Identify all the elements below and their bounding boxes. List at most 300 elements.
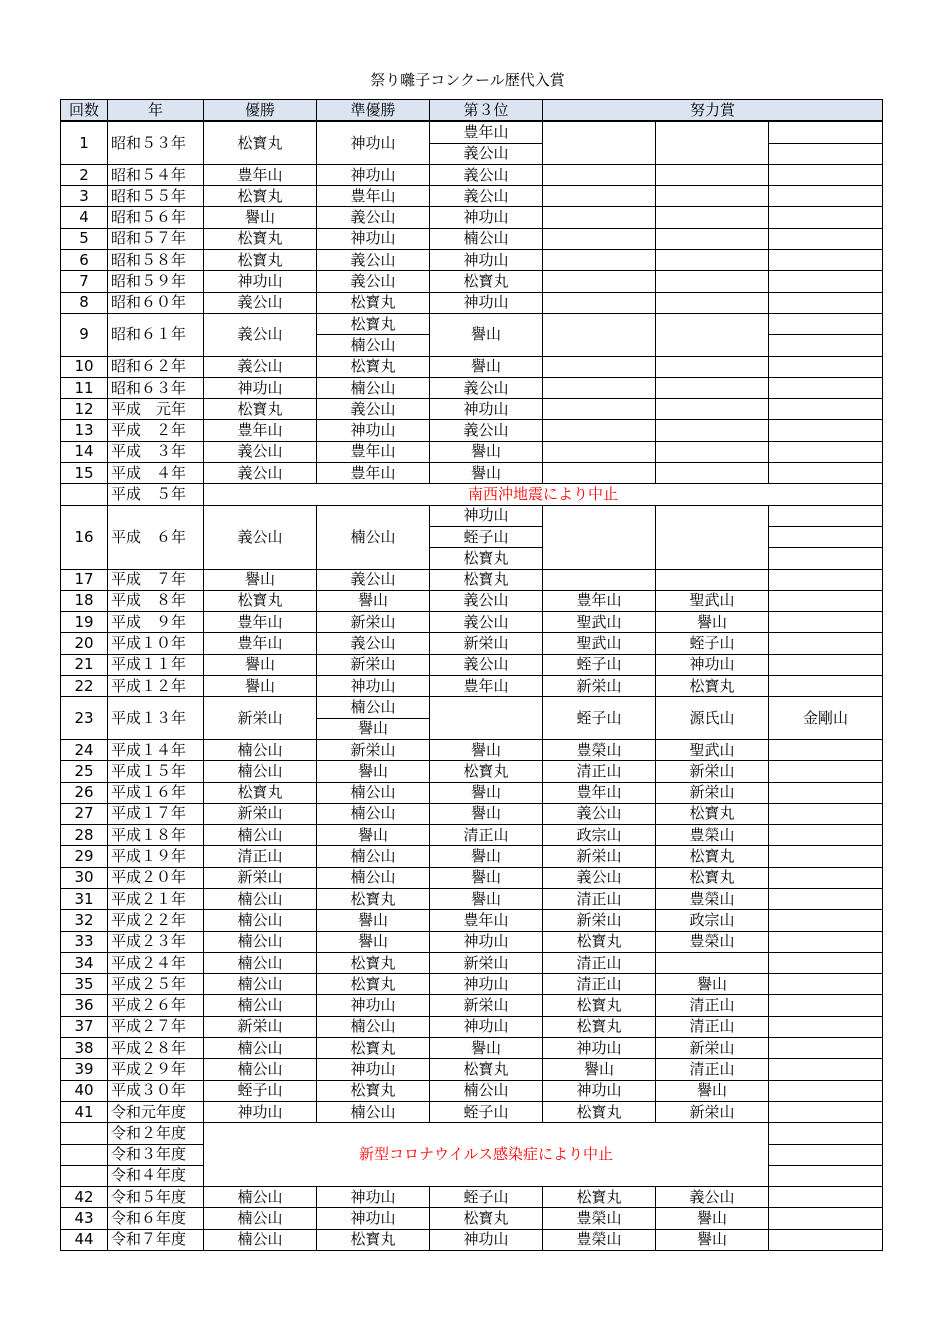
third-place-cell: 譽山	[430, 1038, 543, 1059]
effort-cell: 譽山	[656, 1208, 769, 1229]
third-place-cell: 神功山	[430, 292, 543, 313]
table-row	[61, 590, 883, 611]
year-cell: 昭和５３年	[108, 121, 204, 164]
runner-up-cell: 義公山	[317, 271, 430, 292]
effort-cell	[769, 377, 883, 398]
third-place-cell: 新栄山	[430, 633, 543, 654]
third-place-cell: 譽山	[430, 356, 543, 377]
winner-cell: 義公山	[204, 463, 317, 484]
table-row	[61, 995, 883, 1016]
effort-cell: 聖武山	[543, 633, 656, 654]
third-place-cell: 義公山	[430, 654, 543, 675]
table-row	[61, 654, 883, 675]
winner-cell: 神功山	[204, 377, 317, 398]
effort-cell	[543, 505, 656, 569]
effort-cell	[769, 356, 883, 377]
third-place-cell: 義公山	[430, 612, 543, 633]
runner-up-cell: 譽山	[317, 718, 430, 739]
round-cell: 14	[61, 441, 108, 462]
effort-cell: 源氏山	[656, 697, 769, 740]
year-cell: 令和３年度	[108, 1144, 204, 1165]
runner-up-cell: 神功山	[317, 1187, 430, 1208]
winner-cell: 松寳丸	[204, 399, 317, 420]
year-cell: 平成２５年	[108, 974, 204, 995]
year-cell: 令和６年度	[108, 1208, 204, 1229]
year-cell: 平成１６年	[108, 782, 204, 803]
third-place-cell: 神功山	[430, 207, 543, 228]
page-title: 祭り囃子コンクール歴代入賞	[370, 71, 565, 89]
year-cell: 令和５年度	[108, 1187, 204, 1208]
table-row	[61, 228, 883, 249]
table-row	[61, 931, 883, 952]
runner-up-cell: 楠公山	[317, 505, 430, 569]
cancel-note: 南西沖地震により中止	[204, 484, 883, 505]
winner-cell: 松寳丸	[204, 228, 317, 249]
round-cell: 9	[61, 313, 108, 356]
runner-up-cell: 豊年山	[317, 441, 430, 462]
winner-cell: 松寳丸	[204, 186, 317, 207]
year-cell: 平成２０年	[108, 867, 204, 888]
effort-cell	[769, 441, 883, 462]
effort-cell	[769, 250, 883, 271]
effort-cell	[769, 867, 883, 888]
year-cell: 平成１１年	[108, 654, 204, 675]
runner-up-cell: 楠公山	[317, 377, 430, 398]
third-place-cell: 譽山	[430, 739, 543, 760]
effort-cell	[656, 271, 769, 292]
year-cell: 平成 ９年	[108, 612, 204, 633]
effort-cell: 豊榮山	[656, 825, 769, 846]
effort-cell	[769, 420, 883, 441]
effort-cell	[656, 186, 769, 207]
winner-cell: 譽山	[204, 207, 317, 228]
round-cell: 27	[61, 803, 108, 824]
table-row	[61, 888, 883, 909]
effort-cell	[769, 803, 883, 824]
effort-cell	[769, 164, 883, 185]
effort-cell	[769, 1208, 883, 1229]
header-year: 年	[108, 100, 204, 122]
year-cell: 平成 ２年	[108, 420, 204, 441]
header-third: 第３位	[430, 100, 543, 122]
table-row	[61, 846, 883, 867]
runner-up-cell: 譽山	[317, 910, 430, 931]
table-row	[61, 463, 883, 484]
effort-cell: 松寳丸	[543, 1187, 656, 1208]
table-row	[61, 420, 883, 441]
round-cell: 11	[61, 377, 108, 398]
round-cell: 1	[61, 121, 108, 164]
winner-cell: 譽山	[204, 676, 317, 697]
winner-cell: 楠公山	[204, 888, 317, 909]
effort-cell	[769, 910, 883, 931]
effort-cell: 清正山	[656, 1016, 769, 1037]
third-place-cell: 松寳丸	[430, 1059, 543, 1080]
runner-up-cell: 義公山	[317, 569, 430, 590]
runner-up-cell: 神功山	[317, 995, 430, 1016]
effort-cell	[543, 186, 656, 207]
runner-up-cell: 豊年山	[317, 463, 430, 484]
table-row	[61, 1208, 883, 1229]
table-row	[61, 633, 883, 654]
runner-up-cell: 松寳丸	[317, 888, 430, 909]
round-cell: 15	[61, 463, 108, 484]
effort-cell: 譽山	[656, 1229, 769, 1250]
year-cell: 平成２２年	[108, 910, 204, 931]
round-cell	[61, 1165, 108, 1186]
winner-cell: 豊年山	[204, 420, 317, 441]
effort-cell	[656, 250, 769, 271]
table-row	[61, 1038, 883, 1059]
effort-cell	[656, 313, 769, 356]
year-cell: 昭和５５年	[108, 186, 204, 207]
year-cell: 平成２４年	[108, 952, 204, 973]
effort-cell	[769, 526, 883, 547]
runner-up-cell: 楠公山	[317, 803, 430, 824]
winner-cell: 楠公山	[204, 825, 317, 846]
table-row	[61, 739, 883, 760]
effort-cell	[656, 164, 769, 185]
round-cell: 35	[61, 974, 108, 995]
round-cell: 42	[61, 1187, 108, 1208]
third-place-cell: 神功山	[430, 931, 543, 952]
winner-cell: 豊年山	[204, 633, 317, 654]
year-cell: 昭和６２年	[108, 356, 204, 377]
table-row	[61, 952, 883, 973]
effort-cell: 蛭子山	[543, 654, 656, 675]
effort-cell	[543, 441, 656, 462]
winner-cell: 義公山	[204, 292, 317, 313]
runner-up-cell: 義公山	[317, 207, 430, 228]
third-place-cell: 豊年山	[430, 910, 543, 931]
table-row	[61, 121, 883, 143]
third-place-cell: 松寳丸	[430, 548, 543, 569]
effort-cell: 義公山	[543, 867, 656, 888]
effort-cell	[543, 121, 656, 164]
effort-cell: 松寳丸	[656, 803, 769, 824]
effort-cell	[769, 846, 883, 867]
third-place-cell: 清正山	[430, 825, 543, 846]
runner-up-cell: 譽山	[317, 761, 430, 782]
table-row	[61, 825, 883, 846]
effort-cell: 豊年山	[543, 782, 656, 803]
effort-cell: 松寳丸	[543, 1101, 656, 1122]
round-cell: 33	[61, 931, 108, 952]
table-row	[61, 292, 883, 313]
table-row	[61, 1016, 883, 1037]
effort-cell: 聖武山	[656, 739, 769, 760]
effort-cell	[769, 931, 883, 952]
winner-cell: 楠公山	[204, 1187, 317, 1208]
third-place-cell: 譽山	[430, 441, 543, 462]
effort-cell: 新栄山	[656, 782, 769, 803]
round-cell: 18	[61, 590, 108, 611]
winner-cell: 楠公山	[204, 974, 317, 995]
effort-cell	[543, 377, 656, 398]
effort-cell	[769, 1123, 883, 1144]
runner-up-cell: 義公山	[317, 633, 430, 654]
third-place-cell: 義公山	[430, 590, 543, 611]
table-row	[61, 1229, 883, 1250]
effort-cell: 譽山	[656, 612, 769, 633]
runner-up-cell: 楠公山	[317, 1016, 430, 1037]
effort-cell: 清正山	[543, 761, 656, 782]
effort-cell	[769, 313, 883, 334]
third-place-cell: 新栄山	[430, 952, 543, 973]
third-place-cell: 楠公山	[430, 228, 543, 249]
effort-cell	[543, 207, 656, 228]
effort-cell: 譽山	[543, 1059, 656, 1080]
effort-cell	[769, 1187, 883, 1208]
runner-up-cell: 新栄山	[317, 739, 430, 760]
round-cell: 4	[61, 207, 108, 228]
round-cell: 37	[61, 1016, 108, 1037]
effort-cell	[769, 1016, 883, 1037]
third-place-cell: 豊年山	[430, 121, 543, 143]
runner-up-cell: 松寳丸	[317, 313, 430, 334]
effort-cell	[543, 313, 656, 356]
winner-cell: 譽山	[204, 654, 317, 675]
effort-cell	[769, 569, 883, 590]
runner-up-cell: 譽山	[317, 931, 430, 952]
winner-cell: 松寳丸	[204, 782, 317, 803]
effort-cell	[656, 356, 769, 377]
table-row	[61, 271, 883, 292]
effort-cell: 政宗山	[543, 825, 656, 846]
table-row	[61, 569, 883, 590]
runner-up-cell: 譽山	[317, 825, 430, 846]
runner-up-cell: 神功山	[317, 1208, 430, 1229]
runner-up-cell: 楠公山	[317, 697, 430, 718]
round-cell: 43	[61, 1208, 108, 1229]
runner-up-cell: 松寳丸	[317, 1080, 430, 1101]
third-place-cell: 松寳丸	[430, 761, 543, 782]
runner-up-cell: 楠公山	[317, 867, 430, 888]
round-cell: 2	[61, 164, 108, 185]
winner-cell: 楠公山	[204, 761, 317, 782]
effort-cell: 松寳丸	[543, 931, 656, 952]
round-cell: 17	[61, 569, 108, 590]
year-cell: 平成２１年	[108, 888, 204, 909]
round-cell: 25	[61, 761, 108, 782]
effort-cell	[543, 463, 656, 484]
effort-cell	[656, 569, 769, 590]
winner-cell: 清正山	[204, 846, 317, 867]
round-cell: 28	[61, 825, 108, 846]
table-row	[61, 910, 883, 931]
table-row	[61, 697, 883, 718]
round-cell: 40	[61, 1080, 108, 1101]
effort-cell	[769, 633, 883, 654]
table-row	[61, 186, 883, 207]
effort-cell	[769, 590, 883, 611]
round-cell: 7	[61, 271, 108, 292]
effort-cell	[543, 292, 656, 313]
table-row	[61, 377, 883, 398]
round-cell	[61, 484, 108, 505]
table-row	[61, 1123, 883, 1144]
round-cell: 41	[61, 1101, 108, 1122]
runner-up-cell: 楠公山	[317, 782, 430, 803]
year-cell: 平成１５年	[108, 761, 204, 782]
year-cell: 平成１３年	[108, 697, 204, 740]
round-cell: 23	[61, 697, 108, 740]
table-row	[61, 250, 883, 271]
winner-cell: 楠公山	[204, 952, 317, 973]
year-cell: 昭和６０年	[108, 292, 204, 313]
effort-cell: 義公山	[656, 1187, 769, 1208]
third-place-cell: 譽山	[430, 803, 543, 824]
effort-cell	[769, 121, 883, 143]
round-cell: 31	[61, 888, 108, 909]
winner-cell: 楠公山	[204, 1229, 317, 1250]
effort-cell	[656, 377, 769, 398]
year-cell: 平成 ８年	[108, 590, 204, 611]
winner-cell: 義公山	[204, 356, 317, 377]
table-row	[61, 867, 883, 888]
winner-cell: 楠公山	[204, 739, 317, 760]
runner-up-cell: 松寳丸	[317, 952, 430, 973]
effort-cell	[769, 739, 883, 760]
effort-cell: 政宗山	[656, 910, 769, 931]
runner-up-cell: 新栄山	[317, 654, 430, 675]
effort-cell: 神功山	[543, 1038, 656, 1059]
runner-up-cell: 譽山	[317, 590, 430, 611]
winner-cell: 蛭子山	[204, 1080, 317, 1101]
table-row	[61, 782, 883, 803]
table-row	[61, 1187, 883, 1208]
third-place-cell: 楠公山	[430, 1080, 543, 1101]
runner-up-cell: 松寳丸	[317, 292, 430, 313]
effort-cell: 金剛山	[769, 697, 883, 740]
third-place-cell: 豊年山	[430, 676, 543, 697]
effort-cell: 豊榮山	[656, 931, 769, 952]
effort-cell: 松寳丸	[656, 676, 769, 697]
effort-cell	[769, 995, 883, 1016]
effort-cell: 清正山	[543, 974, 656, 995]
runner-up-cell: 楠公山	[317, 335, 430, 356]
table-row	[61, 399, 883, 420]
effort-cell: 新栄山	[656, 761, 769, 782]
effort-cell	[769, 952, 883, 973]
effort-cell: 新栄山	[656, 1101, 769, 1122]
winner-cell: 楠公山	[204, 995, 317, 1016]
effort-cell	[769, 676, 883, 697]
winner-cell: 神功山	[204, 1101, 317, 1122]
year-cell: 平成１８年	[108, 825, 204, 846]
third-place-cell: 譽山	[430, 846, 543, 867]
table-row	[61, 974, 883, 995]
third-place-cell	[430, 697, 543, 740]
effort-cell	[543, 569, 656, 590]
effort-cell	[769, 143, 883, 164]
effort-cell	[769, 1165, 883, 1186]
effort-cell	[543, 356, 656, 377]
year-cell: 平成 ６年	[108, 505, 204, 569]
year-cell: 平成 ３年	[108, 441, 204, 462]
table-row	[61, 164, 883, 185]
third-place-cell: 譽山	[430, 867, 543, 888]
effort-cell: 聖武山	[656, 590, 769, 611]
year-cell: 令和２年度	[108, 1123, 204, 1144]
round-cell: 29	[61, 846, 108, 867]
winner-cell: 楠公山	[204, 1038, 317, 1059]
round-cell: 10	[61, 356, 108, 377]
table-row	[61, 441, 883, 462]
header-winner: 優勝	[204, 100, 317, 122]
winner-cell: 松寳丸	[204, 121, 317, 164]
winner-cell: 松寳丸	[204, 250, 317, 271]
round-cell: 19	[61, 612, 108, 633]
table-row	[61, 484, 883, 505]
third-place-cell: 神功山	[430, 250, 543, 271]
effort-cell	[543, 250, 656, 271]
winner-cell: 新栄山	[204, 803, 317, 824]
round-cell: 8	[61, 292, 108, 313]
effort-cell	[769, 888, 883, 909]
effort-cell	[543, 164, 656, 185]
third-place-cell: 譽山	[430, 782, 543, 803]
year-cell: 平成 ７年	[108, 569, 204, 590]
effort-cell	[656, 399, 769, 420]
year-cell: 昭和５７年	[108, 228, 204, 249]
round-cell: 26	[61, 782, 108, 803]
year-cell: 平成１４年	[108, 739, 204, 760]
effort-cell	[656, 121, 769, 164]
winner-cell: 楠公山	[204, 910, 317, 931]
year-cell: 令和４年度	[108, 1165, 204, 1186]
effort-cell	[769, 1144, 883, 1165]
effort-cell	[769, 463, 883, 484]
table-row	[61, 207, 883, 228]
runner-up-cell: 松寳丸	[317, 356, 430, 377]
third-place-cell: 蛭子山	[430, 526, 543, 547]
effort-cell	[769, 186, 883, 207]
effort-cell	[769, 399, 883, 420]
table-row	[61, 1080, 883, 1101]
round-cell: 24	[61, 739, 108, 760]
effort-cell	[656, 463, 769, 484]
effort-cell: 豊榮山	[656, 888, 769, 909]
effort-cell: 松寳丸	[656, 867, 769, 888]
third-place-cell: 義公山	[430, 164, 543, 185]
third-place-cell: 義公山	[430, 143, 543, 164]
year-cell: 昭和６３年	[108, 377, 204, 398]
effort-cell: 清正山	[543, 952, 656, 973]
round-cell: 16	[61, 505, 108, 569]
winner-cell: 義公山	[204, 441, 317, 462]
round-cell: 6	[61, 250, 108, 271]
third-place-cell: 譽山	[430, 463, 543, 484]
table-row	[61, 676, 883, 697]
runner-up-cell: 楠公山	[317, 1101, 430, 1122]
round-cell: 21	[61, 654, 108, 675]
year-cell: 平成１９年	[108, 846, 204, 867]
winner-cell: 松寳丸	[204, 590, 317, 611]
header-round: 回数	[61, 100, 108, 122]
effort-cell: 松寳丸	[543, 995, 656, 1016]
effort-cell	[656, 420, 769, 441]
winner-cell: 新栄山	[204, 697, 317, 740]
effort-cell	[769, 292, 883, 313]
third-place-cell: 蛭子山	[430, 1101, 543, 1122]
third-place-cell: 神功山	[430, 974, 543, 995]
effort-cell: 清正山	[543, 888, 656, 909]
round-cell: 44	[61, 1229, 108, 1250]
round-cell: 12	[61, 399, 108, 420]
third-place-cell: 神功山	[430, 1229, 543, 1250]
winner-cell: 神功山	[204, 271, 317, 292]
